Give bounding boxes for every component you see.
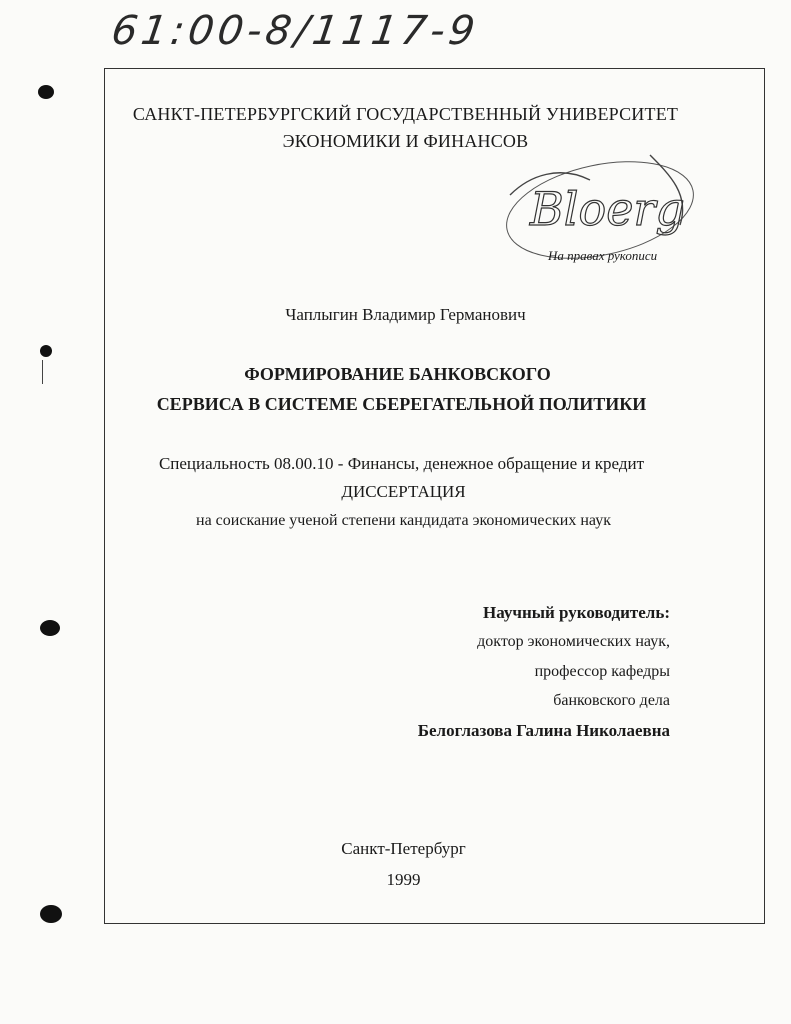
supervisor-degree: доктор экономических наук, (477, 633, 670, 650)
supervisor-heading: Научный руководитель: (483, 603, 670, 622)
punch-hole-mark (40, 345, 52, 357)
archive-code: 61:00-8/1117-9 (108, 8, 482, 54)
punch-hole-mark (38, 85, 54, 99)
punch-hole-mark (40, 905, 62, 923)
punch-hole-mark (40, 620, 60, 636)
specialty: Специальность 08.00.10 - Финансы, денежное обращение и кредит (158, 454, 645, 473)
supervisor-position: профессор кафедры (534, 663, 670, 680)
supervisor-name: Белоглазова Галина Николаевна (417, 721, 670, 740)
title-line2: СЕРВИСА В СИСТЕМЕ СБЕРЕГАТЕЛЬНОЙ ПОЛИТИКИ (156, 394, 647, 414)
university-name-line2: ЭКОНОМИКИ И ФИНАНСОВ (282, 131, 529, 151)
year: 1999 (386, 870, 421, 889)
degree-line: на соискание ученой степени кандидата экономических наук (196, 512, 611, 529)
university-name-line1: САНКТ-ПЕТЕРБУРГСКИЙ ГОСУДАРСТВЕННЫЙ УНИВЕРСИТЕТ (132, 104, 679, 124)
document-type: ДИССЕРТАЦИЯ (341, 482, 466, 501)
stamp-signature: Bloerg (530, 182, 685, 236)
supervisor-department: банковского дела (553, 692, 670, 709)
stamp-label: На правах рукописи (548, 248, 658, 263)
city: Санкт-Петербург (341, 839, 466, 858)
title-line1: ФОРМИРОВАНИЕ БАНКОВСКОГО (244, 364, 551, 384)
author-name: Чаплыгин Владимир Германович (285, 305, 526, 324)
